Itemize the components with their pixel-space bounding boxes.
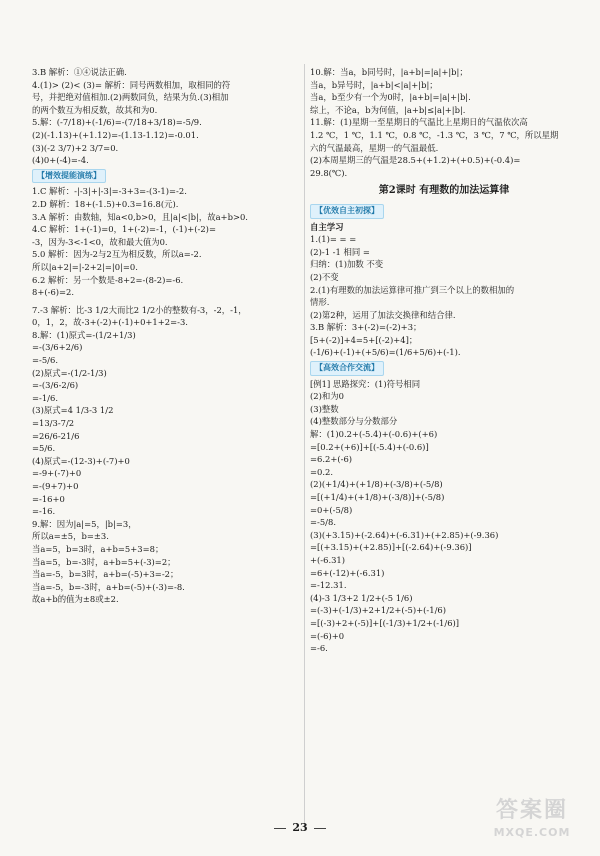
answer-line: 故a+b的值为±8或±2. (32, 594, 119, 605)
answer-line: 29.8(℃). (310, 167, 348, 178)
answer-line: =[(+1/4)+(+1/8)+(-3/8)]+(-5/8) (310, 492, 445, 502)
answer-line: (2)和为0 (310, 391, 344, 402)
section-heading (32, 167, 300, 186)
answer-line: 当a=-5，b=-3时，a+b=(-5)+(-3)=-8. (32, 581, 185, 592)
answer-line: 5.0 解析：因为-2与2互为相反数，所以a=-2. (32, 249, 202, 260)
answer-line: 4.C 解析：1+(-1)=0，1+(-2)=-1，(-1)+(-2)= (32, 224, 216, 235)
answer-line: (4)原式=-(12-3)+(-7)+0 (32, 455, 130, 466)
answer-line: =-16. (32, 506, 56, 517)
column-divider (304, 64, 305, 824)
answer-line: 归纳：(1)加数 不变 (310, 259, 384, 270)
answer-line: 所以|a+2|=|-2+2|=|0|=0. (32, 261, 138, 272)
answer-line: (4)-3 1/3+2 1/2+(-5 1/6) (310, 592, 413, 603)
answer-line: (-1/6)+(-1)+(+5/6)=(1/6+5/6)+(-1). (310, 347, 461, 358)
section-heading (310, 359, 578, 378)
answer-line: (4)整数部分与分数部分 (310, 416, 398, 427)
answer-line: (3)(-2 3/7)+2 3/7=0. (32, 142, 119, 153)
answer-line: =26/6-21/6 (32, 430, 80, 441)
answer-line: =6.2+(-6) (310, 454, 353, 465)
right-column (310, 66, 578, 655)
answer-line: 8.解：(1)原式=-(1/2+1/3) (32, 329, 136, 340)
watermark-en: MXQE.COM (493, 826, 571, 839)
answer-line: 6.2 解析：另一个数是-8+2=-(8-2)=-6. (32, 274, 184, 285)
answer-line: 3.B 解析：①④说法正确. (32, 67, 127, 77)
section-heading-label: 【高效合作交流】 (310, 361, 384, 376)
section-heading-label: 【增效提能演练】 (32, 169, 106, 184)
answer-line: 六的气温最高，星期一的气温最低. (310, 142, 439, 153)
answer-line: (3)整数 (310, 403, 339, 414)
answer-line: (2)(+1/4)+(+1/8)+(-3/8)+(-5/8) (310, 479, 443, 490)
lesson-title: 第2课时 有理数的加法运算律 (378, 185, 510, 197)
answer-line: 3.B 解析：3+(-2)=(-2)+3； (310, 322, 422, 333)
left-column (32, 66, 300, 606)
answer-line: 当a=5，b=-3时，a+b=5+(-3)=2； (32, 556, 176, 567)
answer-line: (2)本周星期三的气温是28.5+(+1.2)+(+0.5)+(-0.4)= (310, 155, 521, 166)
answer-line: 9.解：因为|a|=5，|b|=3， (32, 518, 137, 529)
answer-line: =-12.31. (310, 580, 347, 591)
answer-line: 8+(-6)=2. (32, 287, 75, 298)
answer-line: =[0.2+(+6)]+[(-5.4)+(-0.6)] (310, 441, 429, 452)
answer-line: =-5/8. (310, 517, 336, 528)
page-number-dash-right (314, 828, 326, 829)
section-heading-label: 【优效自主初探】 (310, 204, 384, 219)
answer-line: =-9+(-7)+0 (32, 468, 82, 479)
page-number-text: 23 (292, 821, 308, 834)
answer-line: 3.A 解析：由数轴，知a<0,b>0，且|a|<|b|，故a+b>0. (32, 211, 248, 222)
answer-line: 7.-3 解析：比-3 1/2大而比2 1/2小的整数有-3，-2，-1， (32, 304, 247, 315)
answer-line: (3)(+3.15)+(-2.64)+(-6.31)+(+2.85)+(-9.36) (310, 529, 499, 540)
answer-line: 解：(1)0.2+(-5.4)+(-0.6)+(+6) (310, 429, 438, 440)
answer-line: [例1] 思路探究：(1)符号相同 (310, 378, 421, 389)
answer-line: =(-3)+(-1/3)+2+1/2+(-5)+(-1/6) (310, 605, 446, 616)
answer-line: 当a=-5，b=3时，a+b=(-5)+3=-2； (32, 569, 179, 580)
answer-line: (2)(-1.13)+(+1.12)=-(1.13-1.12)=-0.01. (32, 129, 199, 140)
answer-line: 所以a=±5，b=±3. (32, 531, 109, 542)
answer-line: 号，并把绝对值相加.(2)两数同负，结果为负.(3)相加 (32, 92, 229, 103)
answer-line: =[(+3.15)+(+2.85)]+[(-2.64)+(-9.36)] (310, 542, 472, 553)
page-number-dash-left (274, 828, 286, 829)
subheading: 自主学习 (310, 221, 344, 232)
answer-line: =-(9+7)+0 (32, 481, 79, 491)
answer-line: 5.解：(-7/18)+(-1/6)=-(7/18+3/18)=-5/9. (32, 117, 202, 128)
answer-line: 10.解：当a，b同号时，|a+b|=|a|+|b|； (310, 67, 468, 77)
answer-line: 4.(1)> (2)< (3)= 解析：同号两数相加，取相同的符 (32, 79, 231, 90)
section-heading (310, 202, 578, 221)
answer-line: 综上，不论a，b为何值，|a+b|≤|a|+|b|. (310, 104, 466, 115)
answer-line: 当a，b至少有一个为0时，|a+b|=|a|+|b|. (310, 92, 471, 103)
answer-line: =6+(-12)+(-6.31) (310, 567, 385, 578)
answer-line: =-(3/6-2/6) (32, 380, 79, 391)
answer-line: 2.D 解析：18+(-1.5)+0.3=16.8(元). (32, 198, 179, 209)
answer-line: (3)原式=4 1/3-3 1/2 (32, 405, 114, 416)
answer-line: 的两个数互为相反数，故其和为0. (32, 104, 158, 115)
answer-line: 1.2 ℃，1 ℃，1.1 ℃，0.8 ℃，-1.3 ℃，3 ℃，7 ℃，所以星期 (310, 129, 559, 140)
answer-line: (2)原式=-(1/2-1/3) (32, 367, 107, 378)
answer-line: 当a=5，b=3时，a+b=5+3=8； (32, 543, 164, 554)
answer-line: 11.解：(1)星期一至星期日的气温比上星期日的气温依次高 (310, 117, 528, 128)
answer-line: =-16+0 (32, 493, 65, 504)
watermark-cn: 答案圈 (495, 798, 568, 823)
answer-line: (2)第2种，运用了加法交换律和结合律. (310, 309, 456, 320)
answer-line: =[(-3)+2+(-5)]+[(-1/3)+1/2+(-1/6)] (310, 617, 460, 628)
answer-line: 2.(1)有理数的加法运算律可推广到三个以上的数相加的 (310, 284, 515, 295)
watermark-logo (476, 796, 588, 848)
answer-line: 当a，b异号时，|a+b|<|a|+|b|； (310, 79, 438, 90)
answer-line: =0.2. (310, 466, 333, 477)
answer-line: =(-6)+0 (310, 630, 345, 641)
answer-line: -3，因为-3<-1<0，故和最大值为0. (32, 236, 168, 247)
answer-line: 1.C 解析：-|-3|+|-3|=-3+3=-(3-1)=-2. (32, 186, 187, 197)
answer-line: =13/3-7/2 (32, 418, 75, 429)
answer-line: =5/6. (32, 443, 56, 454)
answer-line: (2)-1 -1 相同 = (310, 246, 370, 257)
answer-line: =-1/6. (32, 392, 58, 403)
answer-line: =-6. (310, 643, 328, 654)
answer-line: 1.(1)= = = (310, 234, 357, 245)
answer-line: 情形. (310, 297, 330, 308)
answer-line: =-5/6. (32, 355, 58, 366)
answer-line: +(-6.31) (310, 554, 346, 565)
answer-line: (4)0+(-4)=-4. (32, 155, 89, 166)
answer-line: 0，1，2，故-3+(-2)+(-1)+0+1+2=-3. (32, 317, 188, 328)
answer-line: [5+(-2)]+4=5+[(-2)+4]； (310, 334, 418, 345)
answer-line: (2)不变 (310, 271, 339, 282)
answer-line: =0+(-5/8) (310, 504, 353, 515)
answer-line: =-(3/6+2/6) (32, 342, 83, 353)
